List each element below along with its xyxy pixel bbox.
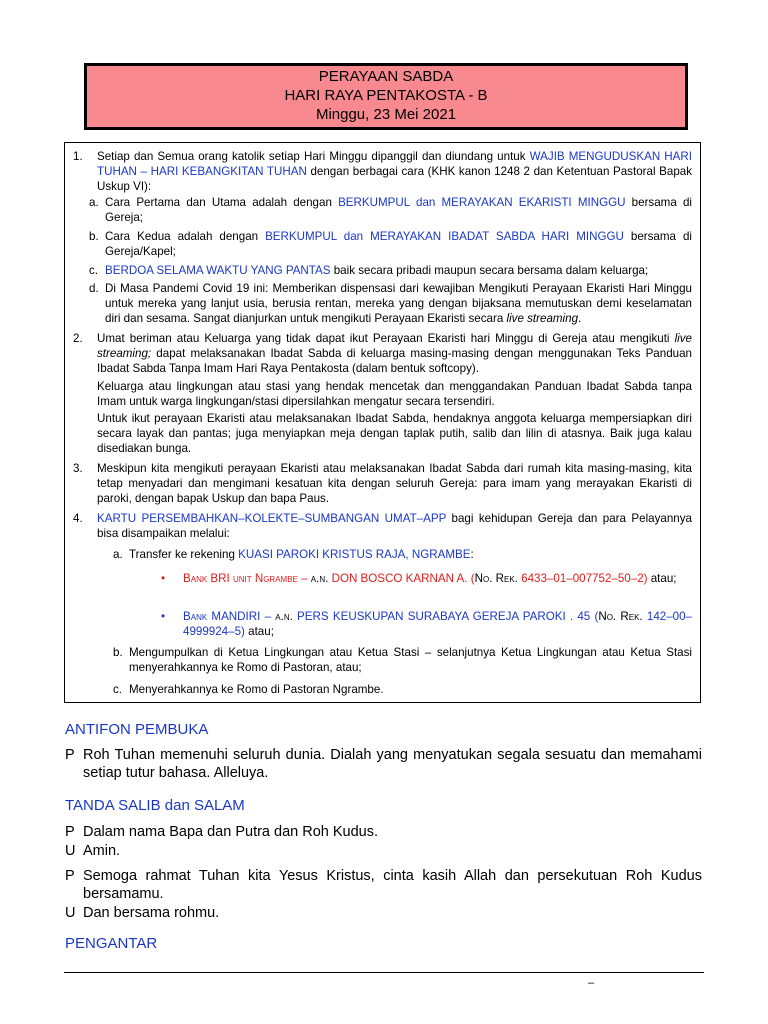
text-run: Umat beriman atau Keluarga yang tidak dapat ikut Perayaan Ekaristi hari Minggu di Gereja atau mengikuti	[97, 332, 675, 345]
paragraph: Untuk ikut perayaan Ekaristi atau melaksanakan Ibadat Sabda, hendaknya anggota keluarga mempersiapkan diri secara layak dan pantas; juga menyiapkan meja dengan taplak putih, salib dan lilin di atasnya. Baik juga kalau disediakan bunga.	[97, 412, 692, 456]
bullet-icon: •	[161, 572, 166, 585]
title-line-1: PERAYAAN SABDA	[318, 68, 454, 85]
text-run: dengan berbagai cara (KHK kanon 1248 2 dan Ketentuan Pastoral Bapak Uskup VI):	[97, 165, 693, 194]
item-number: 3.	[73, 462, 83, 475]
title-line-2: HARI RAYA PENTAKOSTA - B	[284, 87, 488, 104]
text-run: Transfer ke rekening	[129, 548, 239, 561]
paragraph: Keluarga atau lingkungan atau stasi yang hendak mencetak dan menggandakan Panduan Ibadat Sabda tanpa Imam untuk warga lingkungan/stasi dipersilahkan mengatur secara tersendiri.	[97, 380, 692, 409]
speaker-label: P	[65, 868, 75, 884]
item-number: 1.	[73, 150, 83, 163]
sub-letter: a.	[89, 196, 99, 209]
account-number: 6433–01–007752–50–2)	[517, 572, 648, 585]
text-run: Cara Kedua adalah dengan	[105, 230, 266, 243]
text-run: .	[578, 312, 582, 326]
italic-text: live streaming;	[97, 332, 692, 361]
sub-letter: b.	[113, 646, 123, 659]
bank-name: Bank MANDIRI	[183, 610, 261, 623]
text-run: –	[297, 572, 311, 585]
footer-rule	[64, 972, 704, 973]
highlight-text: KARTU PERSEMBAHKAN–KOLEKTE–SUMBANGAN UMAT–APP	[97, 512, 447, 525]
highlight-text: KUASI PAROKI KRISTUS RAJA, NGRAMBE	[238, 548, 471, 561]
sub-letter: c.	[89, 264, 99, 277]
highlight-text: WAJIB MENGUDUSKAN HARI TUHAN – HARI KEBANGKITAN TUHAN	[97, 150, 693, 179]
text-run: Menyerahkannya ke Romo di Pastoran Ngrambe.	[129, 683, 384, 696]
text-run: bersama di Gereja;	[105, 196, 692, 225]
speaker-label: U	[65, 843, 76, 859]
text-run: a.n.	[310, 572, 329, 585]
highlight-text: BERKUMPUL dan MERAYAKAN IBADAT SABDA HARI MINGGU	[265, 230, 624, 243]
title-box	[84, 63, 688, 130]
antifon-text: Roh Tuhan memenuhi seluruh dunia. Dialah yang menyatukan segala sesuatu dan memahami setiap tutur bahasa. Alleluya.	[83, 747, 702, 781]
account-holder: PERS KEUSKUPAN SURABAYA GEREJA PAROKI . 45 (	[292, 610, 599, 623]
item-number: 2.	[73, 332, 83, 345]
title-line-3: Minggu, 23 Mei 2021	[315, 106, 457, 123]
text-run: dapat melaksanakan Ibadat Sabda di keluarga masing-masing dengan menggunakan Teks Panduan Ibadat Sabda Tanpa Imam Hari Raya Pentakosta (dalam bentuk softcopy).	[97, 347, 692, 376]
text-run: bersama di Gereja/Kapel;	[105, 230, 692, 259]
text-run: atau;	[647, 572, 677, 585]
text-run: Mengumpulkan di Ketua Lingkungan atau Ketua Stasi – selanjutnya Ketua Lingkungan atau Ketua Stasi menyerahkannya ke Romo di Pastoran, atau;	[129, 646, 692, 675]
sub-letter: a.	[113, 548, 123, 561]
salib-heading: TANDA SALIB dan SALAM	[65, 797, 245, 814]
text-run: No. Rek.	[474, 572, 518, 585]
highlight-text: BERDOA SELAMA WAKTU YANG PANTAS	[105, 264, 331, 277]
dialogue-text: Semoga rahmat Tuhan kita Yesus Kristus, cinta kasih Allah dan persekutuan Roh Kudus bersamamu.	[83, 868, 702, 902]
text-run: No. Rek.	[598, 610, 643, 623]
highlight-text: BERKUMPUL dan MERAYAKAN EKARISTI MINGGU	[338, 196, 626, 209]
text-run: Setiap dan Semua orang katolik setiap Hari Minggu dipanggil dan diundang untuk	[97, 150, 530, 163]
sub-letter: c.	[113, 683, 123, 696]
account-number: 142–00–4999924–5)	[183, 610, 693, 639]
speaker-label: P	[65, 824, 75, 840]
dialogue-text: Dalam nama Bapa dan Putra dan Roh Kudus.	[83, 824, 379, 840]
speaker-label: P	[65, 747, 75, 763]
item-number: 4.	[73, 512, 83, 525]
text-run: –	[260, 610, 276, 623]
text-run: atau;	[244, 625, 274, 639]
bank-name: Bank BRI unit Ngrambe	[183, 572, 298, 585]
italic-text: live streaming	[506, 312, 579, 326]
sub-letter: b.	[89, 230, 99, 243]
pengantar-heading: PENGANTAR	[65, 935, 158, 952]
notice-box	[64, 142, 701, 703]
account-holder: DON BOSCO KARNAN A. (	[328, 572, 475, 585]
footer-dash: –	[588, 977, 595, 989]
text-run: Di Masa Pandemi Covid 19 ini: Memberikan dispensasi dari kewajiban Mengikuti Perayaan Ekaristi Hari Minggu untuk mereka yang lanjut usia, berusia rentan, mereka yang dengan bijaksana memutuskan demi keselamatan diri dan sesama. Sangat dianjurkan untuk mengikuti Perayaan Ekaristi secara	[105, 282, 692, 326]
text-run: a.n.	[275, 610, 293, 623]
item-text	[97, 149, 692, 195]
sub-letter: d.	[89, 282, 99, 295]
text-run: bagi kehidupan Gereja dan para Pelayannya bisa disampaikan melalui:	[97, 512, 692, 541]
text-run: baik secara pribadi maupun secara bersama dalam keluarga;	[330, 264, 649, 277]
dialogue-text: Amin.	[83, 843, 121, 859]
speaker-label: U	[65, 905, 76, 921]
text-run: :	[470, 548, 474, 561]
bullet-icon: •	[161, 610, 166, 623]
dialogue-text: Dan bersama rohmu.	[83, 905, 220, 921]
antifon-heading: ANTIFON PEMBUKA	[65, 721, 209, 738]
item-text: Meskipun kita mengikuti perayaan Ekaristi atau melaksanakan Ibadat Sabda dari rumah kita masing-masing, kita tetap menyadari dan mengimani kesatuan kita dengan seluruh Gereja: para imam yang merayakan Ekaristi di paroki, dengan bapak Uskup dan bapa Paus.	[97, 462, 692, 506]
text-run: Cara Pertama dan Utama adalah dengan	[105, 196, 339, 209]
